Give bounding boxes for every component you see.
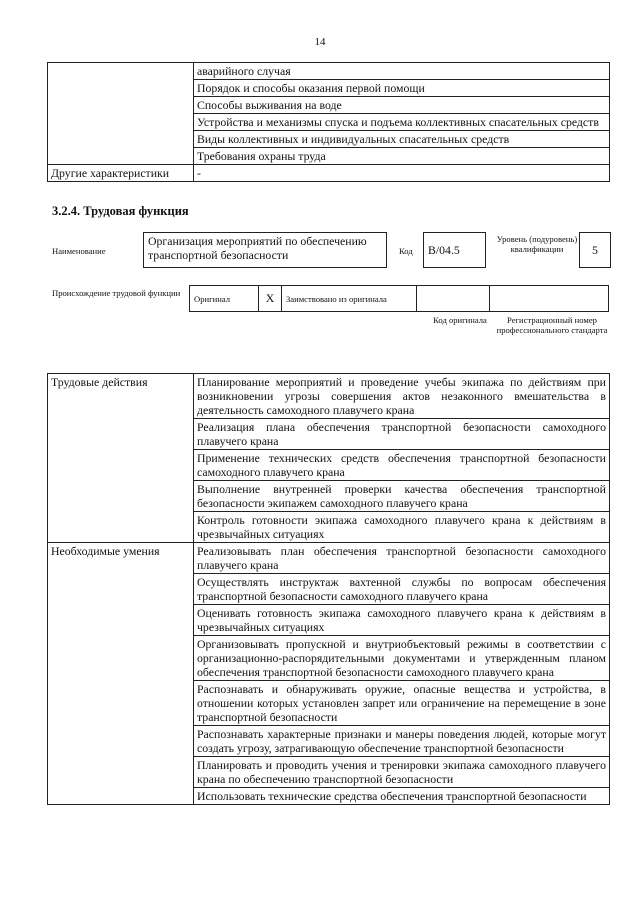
table-row xyxy=(190,286,609,312)
reg-number-label: Регистрационный номер профессионального стандарта xyxy=(496,315,608,335)
table-row xyxy=(48,63,610,80)
origin-label: Происхождение трудовой функции xyxy=(52,288,181,298)
function-code-box: B/04.5 xyxy=(423,232,486,268)
table-cell: Использовать технические средства обеспечения транспортной безопасности xyxy=(194,788,610,805)
skills-label: Необходимые умения xyxy=(48,543,194,805)
knowledge-table-continuation xyxy=(47,62,610,182)
table-cell: Планировать и проводить учения и тренировки экипажа самоходного плавучего крана по обеспечению транспортной безопасности xyxy=(194,757,610,788)
table-cell: Осуществлять инструктаж вахтенной службы по вопросам обеспечения транспортной безопасности самоходного плавучего крана xyxy=(194,574,610,605)
code-original-label: Код оригинала xyxy=(433,315,487,325)
table-cell: Требования охраны труда xyxy=(194,148,610,165)
table-cell: Организовывать пропускной и внутриобъектовый режимы в соответствии с организационно-распорядительными документами и утвержденным планом обеспечения транспортной безопасности самоходного плавучего крана xyxy=(194,636,610,681)
labor-function-table xyxy=(47,373,610,805)
other-characteristics-value: - xyxy=(194,165,610,182)
page-number: 14 xyxy=(314,36,326,48)
empty-label-cell xyxy=(48,63,194,165)
table-row xyxy=(48,374,610,419)
table-cell: Контроль готовности экипажа самоходного плавучего крана к действиям в чрезвычайных ситуациях xyxy=(194,512,610,543)
reg-number-cell xyxy=(490,286,609,312)
name-label: Наименование xyxy=(52,246,106,256)
other-characteristics-label: Другие характеристики xyxy=(48,165,194,182)
function-name-box: Организация мероприятий по обеспечению транспортной безопасности xyxy=(143,232,387,268)
table-cell: Планирование мероприятий и проведение учебы экипажа по действиям при возникновении угрозы совершения актов незаконного вмешательства в деятельность самоходного плавучего крана xyxy=(194,374,610,419)
table-cell: Способы выживания на воде xyxy=(194,97,610,114)
table-cell: Устройства и механизмы спуска и подъема коллективных спасательных средств xyxy=(194,114,610,131)
table-cell: Реализовывать план обеспечения транспортной безопасности самоходного плавучего крана xyxy=(194,543,610,574)
table-cell: Порядок и способы оказания первой помощи xyxy=(194,80,610,97)
table-cell: Виды коллективных и индивидуальных спасательных средств xyxy=(194,131,610,148)
table-row xyxy=(48,165,610,182)
borrowed-label: Заимствовано из оригинала xyxy=(282,286,417,312)
qualification-level-label: Уровень (подуровень) квалификации xyxy=(496,234,578,254)
code-label: Код xyxy=(399,246,413,256)
original-mark: X xyxy=(259,286,282,312)
table-row xyxy=(48,543,610,574)
section-heading: 3.2.4. Трудовая функция xyxy=(52,204,189,218)
table-cell: Реализация плана обеспечения транспортной безопасности самоходного плавучего крана xyxy=(194,419,610,450)
qualification-level-box: 5 xyxy=(579,232,611,268)
original-code-cell xyxy=(417,286,490,312)
table-cell: Применение технических средств обеспечения транспортной безопасности самоходного плавучего крана xyxy=(194,450,610,481)
original-label: Оригинал xyxy=(190,286,259,312)
origin-table xyxy=(189,285,609,312)
table-cell: Распознавать характерные признаки и манеры поведения людей, которые могут создать угрозу, затрагивающую обеспечение транспортной безопасности xyxy=(194,726,610,757)
table-cell: Оценивать готовность экипажа самоходного плавучего крана к действиям в чрезвычайных ситуациях xyxy=(194,605,610,636)
table-cell: аварийного случая xyxy=(194,63,610,80)
table-cell: Распознавать и обнаруживать оружие, опасные вещества и устройства, в отношении которых установлен запрет или ограничение на перемещение в зоне транспортной безопасности xyxy=(194,681,610,726)
labor-actions-label: Трудовые действия xyxy=(48,374,194,543)
table-cell: Выполнение внутренней проверки качества обеспечения транспортной безопасности экипажем самоходного плавучего крана xyxy=(194,481,610,512)
